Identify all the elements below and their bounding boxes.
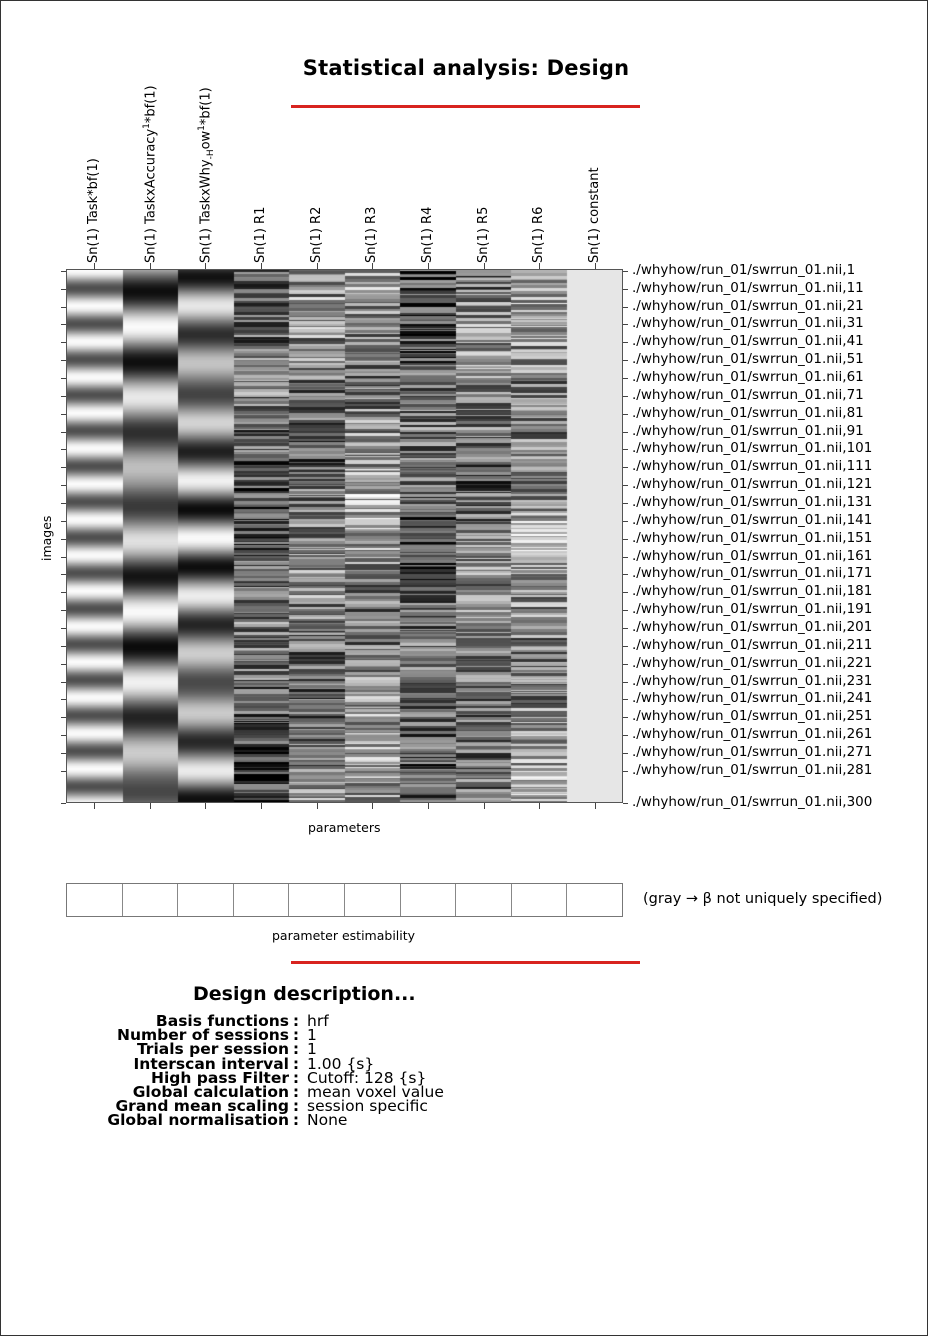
description-colon: : [292, 1026, 300, 1045]
row-label: ./whyhow/run_01/swrrun_01.nii,81 [632, 404, 864, 421]
column-tick [428, 263, 429, 269]
design-matrix-image [67, 270, 622, 802]
row-tick [623, 592, 628, 593]
row-label: ./whyhow/run_01/swrrun_01.nii,261 [632, 726, 873, 743]
row-label: ./whyhow/run_01/swrrun_01.nii,91 [632, 422, 864, 439]
estimability-cell [345, 884, 401, 916]
design-description-list [101, 1014, 444, 1128]
row-tick [61, 735, 66, 736]
row-label: ./whyhow/run_01/swrrun_01.nii,131 [632, 493, 873, 510]
row-tick [623, 378, 628, 379]
design-matrix [66, 269, 623, 803]
row-tick [623, 699, 628, 700]
description-key: High pass Filter [151, 1068, 289, 1087]
row-tick [61, 557, 66, 558]
column-label-part: Sn(1) TaskxWhy [198, 159, 214, 263]
row-tick [61, 539, 66, 540]
description-key: Grand mean scaling [115, 1097, 289, 1116]
description-key: Global normalisation [107, 1111, 289, 1130]
estimability-cell [289, 884, 345, 916]
column-tick [205, 263, 206, 269]
row-tick [61, 378, 66, 379]
row-label: ./whyhow/run_01/swrrun_01.nii,251 [632, 708, 873, 725]
row-tick [623, 557, 628, 558]
row-tick [61, 449, 66, 450]
row-tick [61, 396, 66, 397]
column-tick [205, 803, 206, 809]
row-tick [623, 271, 628, 272]
row-tick [61, 664, 66, 665]
column-tick [94, 263, 95, 269]
row-tick [623, 467, 628, 468]
column-tick [595, 803, 596, 809]
row-tick [623, 414, 628, 415]
column-tick [94, 803, 95, 809]
column-tick [317, 263, 318, 269]
description-colon: : [292, 1111, 300, 1130]
row-label: ./whyhow/run_01/swrrun_01.nii,300 [632, 794, 873, 810]
description-colon: : [292, 1054, 300, 1073]
row-label: ./whyhow/run_01/swrrun_01.nii,111 [632, 458, 873, 475]
estimability-cell [512, 884, 568, 916]
row-tick [623, 646, 628, 647]
estimability-label: parameter estimability [272, 928, 416, 943]
row-label: ./whyhow/run_01/swrrun_01.nii,191 [632, 601, 873, 618]
row-label: ./whyhow/run_01/swrrun_01.nii,231 [632, 672, 873, 689]
column-label-part: Sn(1) R4 [420, 206, 436, 263]
row-tick [61, 803, 66, 804]
column-label-c7 [420, 207, 435, 263]
column-tick [484, 263, 485, 269]
column-label-part: Sn(1) TaskxAccuracy [142, 128, 158, 263]
description-value: Cutoff: 128 {s} [307, 1068, 427, 1087]
column-label-c5 [309, 207, 324, 263]
row-label: ./whyhow/run_01/swrrun_01.nii,51 [632, 351, 864, 368]
estimability-cell [456, 884, 512, 916]
description-value: 1 [307, 1040, 317, 1059]
row-tick [61, 342, 66, 343]
column-label-part: Sn(1) R2 [308, 206, 324, 263]
column-tick [372, 803, 373, 809]
row-label: ./whyhow/run_01/swrrun_01.nii,21 [632, 297, 864, 314]
top-divider [291, 105, 640, 108]
row-tick [623, 503, 628, 504]
row-tick [623, 717, 628, 718]
column-label-c9 [531, 207, 546, 263]
row-label: ./whyhow/run_01/swrrun_01.nii,161 [632, 547, 873, 564]
row-tick [61, 414, 66, 415]
row-label: ./whyhow/run_01/swrrun_01.nii,181 [632, 583, 873, 600]
description-value: hrf [307, 1012, 329, 1030]
description-key: Global calculation [132, 1083, 289, 1102]
row-tick [61, 521, 66, 522]
x-axis-label: parameters [308, 820, 381, 835]
description-value: None [307, 1111, 348, 1130]
row-tick [623, 396, 628, 397]
row-tick [61, 699, 66, 700]
row-tick [61, 610, 66, 611]
row-tick [61, 592, 66, 593]
column-label-c8 [476, 207, 491, 263]
column-label-part: *bf(1) [198, 87, 214, 126]
row-tick [623, 307, 628, 308]
column-label-c10 [587, 167, 602, 263]
column-tick [428, 803, 429, 809]
row-label: ./whyhow/run_01/swrrun_01.nii,71 [632, 386, 864, 403]
estimability-cell [123, 884, 179, 916]
row-tick [61, 682, 66, 683]
column-label-part: 1 [197, 125, 208, 131]
bottom-divider [291, 961, 640, 964]
column-label-part: *bf(1) [142, 85, 158, 124]
description-colon: : [292, 1040, 300, 1059]
row-tick [623, 449, 628, 450]
row-tick [61, 717, 66, 718]
estimability-cell [234, 884, 290, 916]
row-label: ./whyhow/run_01/swrrun_01.nii,61 [632, 368, 864, 385]
column-tick [372, 263, 373, 269]
row-tick [61, 485, 66, 486]
row-label: ./whyhow/run_01/swrrun_01.nii,171 [632, 565, 873, 582]
column-label-part: ow [198, 130, 214, 150]
column-label-part: Sn(1) R5 [475, 206, 491, 263]
y-axis-label: images [39, 515, 54, 561]
row-label: ./whyhow/run_01/swrrun_01.nii,101 [632, 440, 873, 457]
column-label-part: Sn(1) R1 [252, 206, 268, 263]
column-label-part: Sn(1) Task*bf(1) [85, 158, 101, 263]
row-tick [61, 289, 66, 290]
row-tick [623, 610, 628, 611]
design-description-title: Design description... [193, 983, 416, 1005]
description-value: session specific [307, 1097, 428, 1116]
estimability-cell [67, 884, 123, 916]
row-tick [61, 271, 66, 272]
row-tick [61, 574, 66, 575]
column-tick [261, 263, 262, 269]
row-label: ./whyhow/run_01/swrrun_01.nii,151 [632, 529, 873, 546]
column-tick [150, 803, 151, 809]
description-key: Trials per session [136, 1040, 289, 1059]
column-tick [484, 803, 485, 809]
row-tick [623, 753, 628, 754]
row-label: ./whyhow/run_01/swrrun_01.nii,221 [632, 654, 873, 671]
row-tick [623, 360, 628, 361]
column-label-c4 [253, 207, 268, 263]
row-tick [623, 664, 628, 665]
description-value: mean voxel value [307, 1083, 444, 1102]
column-tick [317, 803, 318, 809]
description-key: Interscan interval [133, 1054, 289, 1073]
row-label: ./whyhow/run_01/swrrun_01.nii,121 [632, 476, 873, 493]
column-tick [595, 263, 596, 269]
estimability-cell [178, 884, 234, 916]
column-label-part: Sn(1) constant [587, 167, 603, 263]
parameter-estimability-bar [66, 883, 623, 917]
row-label: ./whyhow/run_01/swrrun_01.nii,11 [632, 279, 864, 296]
row-tick [61, 503, 66, 504]
row-tick [61, 324, 66, 325]
row-tick [61, 646, 66, 647]
column-label-c1 [86, 158, 101, 263]
row-tick [623, 342, 628, 343]
row-label: ./whyhow/run_01/swrrun_01.nii,271 [632, 744, 873, 761]
column-tick [261, 803, 262, 809]
row-tick [61, 307, 66, 308]
row-tick [623, 539, 628, 540]
row-tick [623, 771, 628, 772]
column-label-part: Sn(1) R3 [364, 206, 380, 263]
description-colon: : [292, 1012, 300, 1030]
row-tick [61, 467, 66, 468]
row-tick [61, 771, 66, 772]
row-tick [61, 360, 66, 361]
description-colon: : [292, 1068, 300, 1087]
row-tick [623, 682, 628, 683]
row-tick [623, 485, 628, 486]
row-label: ./whyhow/run_01/swrrun_01.nii,41 [632, 333, 864, 350]
row-tick [623, 628, 628, 629]
row-tick [623, 432, 628, 433]
estimability-note: (gray → β not uniquely specified) [643, 891, 883, 907]
row-tick [623, 803, 628, 804]
description-row [101, 1111, 444, 1130]
column-tick [539, 803, 540, 809]
description-value: 1.00 {s} [307, 1054, 375, 1073]
description-key: Basis functions [155, 1012, 289, 1030]
row-label: ./whyhow/run_01/swrrun_01.nii,201 [632, 619, 873, 635]
estimability-cell [401, 884, 457, 916]
column-label-part: 1 [141, 123, 152, 129]
row-label: ./whyhow/run_01/swrrun_01.nii,31 [632, 315, 864, 332]
column-label-c2 [142, 85, 158, 263]
description-value: 1 [307, 1026, 317, 1045]
row-tick [623, 324, 628, 325]
row-tick [623, 574, 628, 575]
column-label-part: Sn(1) R6 [531, 206, 547, 263]
column-label-c3 [197, 87, 216, 263]
row-label: ./whyhow/run_01/swrrun_01.nii,281 [632, 761, 873, 778]
page-title: Statistical analysis: Design [302, 56, 630, 80]
row-tick [623, 521, 628, 522]
row-label: ./whyhow/run_01/swrrun_01.nii,141 [632, 511, 873, 528]
row-tick [61, 432, 66, 433]
row-label: ./whyhow/run_01/swrrun_01.nii,241 [632, 690, 873, 707]
column-label-c6 [364, 207, 379, 263]
row-label: ./whyhow/run_01/swrrun_01.nii,211 [632, 636, 873, 653]
estimability-cell [567, 884, 622, 916]
column-tick [150, 263, 151, 269]
row-tick [623, 735, 628, 736]
description-colon: : [292, 1083, 300, 1102]
row-tick [61, 753, 66, 754]
row-tick [623, 289, 628, 290]
column-tick [539, 263, 540, 269]
description-key: Number of sessions [116, 1026, 289, 1045]
column-label-part: -H [206, 149, 217, 160]
description-colon: : [292, 1097, 300, 1116]
row-tick [61, 628, 66, 629]
row-label: ./whyhow/run_01/swrrun_01.nii,1 [632, 261, 856, 278]
